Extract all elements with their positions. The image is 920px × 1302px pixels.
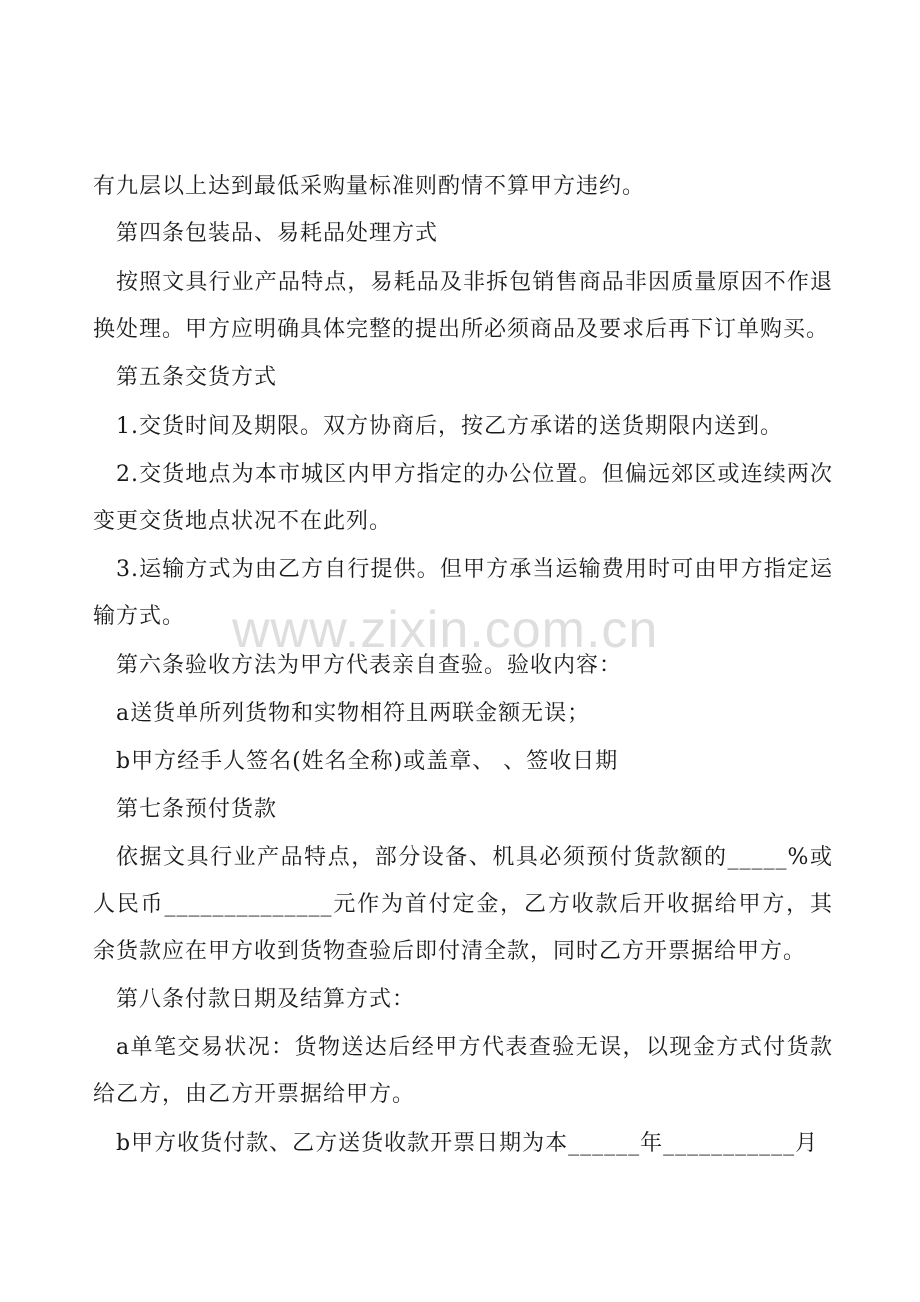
paragraph-payment-b: b甲方收货付款、乙方送货收款开票日期为本______年___________月: [116, 1131, 819, 1156]
paragraph-delivery-time: 1.交货时间及期限。双方协商后，按乙方承诺的送货期限内送到。: [116, 414, 783, 439]
paragraph-inspection-a: a送货单所列货物和实物相符且两联金额无误；: [116, 701, 591, 726]
paragraph-payment-a: a单笔交易状况：货物送达后经甲方代表查验无误，以现金方式付货款给乙方，由乙方开票据给甲方。: [93, 1035, 833, 1107]
heading-article-7: 第七条预付货款: [116, 797, 278, 822]
heading-article-8: 第八条付款日期及结算方式：: [116, 987, 416, 1012]
paragraph-prepayment: 依据文具行业产品特点，部分设备、机具必须预付货款额的_____%或人民币______________元作为首付定金，乙方收款后开收据给甲方，其余货款应在甲方收到货物查验后即付清全款，同时乙方开票据给甲方。: [93, 845, 833, 964]
paragraph-penalty-exemption: 有九层以上达到最低采购量标准则酌情不算甲方违约。: [93, 174, 646, 199]
heading-article-4: 第四条包装品、易耗品处理方式: [116, 221, 439, 246]
paragraph-delivery-location: 2.交货地点为本市城区内甲方指定的办公位置。但偏远郊区或连续两次变更交货地点状况不在此列。: [93, 462, 833, 534]
heading-article-6: 第六条验收方法为甲方代表亲自查验。验收内容：: [116, 653, 623, 678]
paragraph-inspection-b: b甲方经手人签名(姓名全称)或盖章、 、签收日期: [116, 749, 619, 774]
heading-article-5: 第五条交货方式: [116, 365, 278, 390]
paragraph-consumables-return: 按照文具行业产品特点，易耗品及非拆包销售商品非因质量原因不作退换处理。甲方应明确具体完整的提出所必须商品及要求后再下订单购买。: [93, 270, 833, 342]
paragraph-transport-method: 3.运输方式为由乙方自行提供。但甲方承当运输费用时可由甲方指定运输方式。: [93, 557, 833, 629]
watermark-text: www.zixin.com.cn: [232, 601, 659, 659]
